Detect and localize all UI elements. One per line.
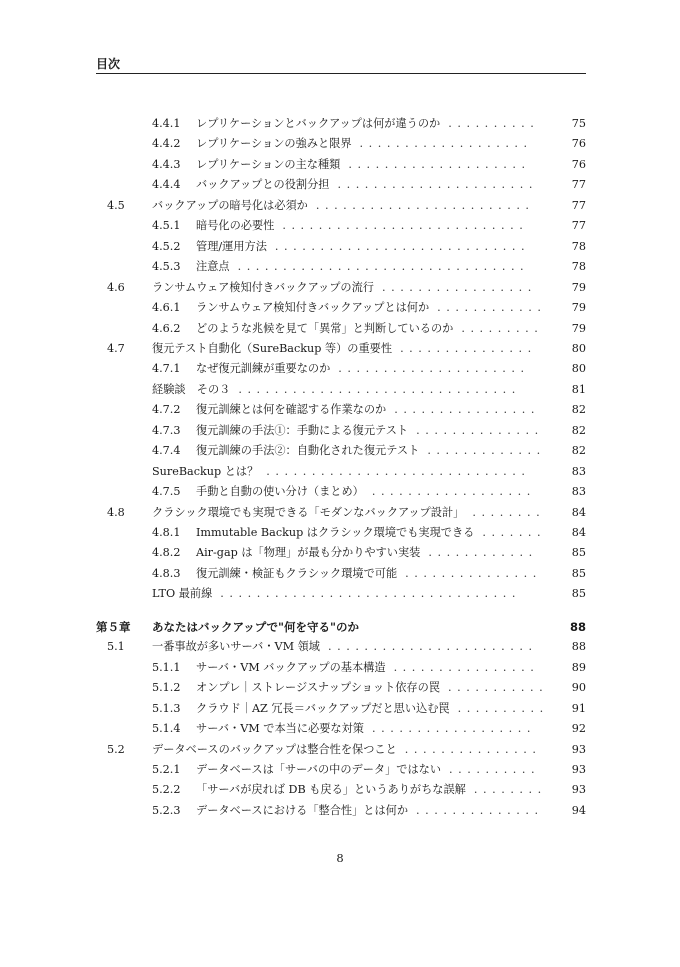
toc-entry-number: 5.2.1 <box>152 763 181 776</box>
toc-entry-number: 5.2.3 <box>152 803 181 817</box>
toc-entry-number: 5.2.2 <box>152 783 181 797</box>
toc-entry-title: 暗号化の必要性 <box>196 219 275 233</box>
dot-leader: . . . . . . . . . . . . . . . . . . <box>371 722 531 736</box>
toc-entry[interactable] <box>0 780 586 800</box>
toc-entry[interactable] <box>0 584 586 604</box>
toc-entry-number: 4.7.1 <box>152 362 181 376</box>
toc-entry[interactable] <box>0 740 586 760</box>
toc-entry[interactable] <box>0 699 586 719</box>
toc-entry-title: レプリケーションの主な種類 <box>196 157 341 171</box>
dot-leader: . . . . . . . . . . . . . <box>427 444 541 458</box>
toc-entry-page: 77 <box>571 178 586 192</box>
toc-entry[interactable] <box>0 257 586 277</box>
toc-entry-number: 4.5.1 <box>152 219 181 233</box>
toc-entry-page: 78 <box>571 239 586 253</box>
toc-entry-number: 4.5 <box>107 198 125 212</box>
toc-entry-title: 復元訓練・検証もクラシック環境で可能 <box>196 566 398 580</box>
toc-entry-title: レプリケーションとバックアップは何が違うのか <box>196 117 441 130</box>
toc-entry-page: 77 <box>571 219 586 233</box>
dot-leader: . . . . . . . . . . . . <box>428 546 533 560</box>
toc-entry[interactable] <box>0 543 586 563</box>
toc-entry-title: SureBackup とは？ <box>152 464 259 478</box>
toc-entry[interactable] <box>0 175 586 195</box>
dot-leader: . . . . . . . . . . . . . . <box>416 423 539 437</box>
dot-leader: . . . . . . . . . . <box>449 763 535 776</box>
toc-entry-title: Air-gap は「物理」が最も分かりやすい実装 <box>196 546 421 560</box>
dot-leader: . . . . . . . . . . . . . . . <box>405 566 537 580</box>
toc-entry-title: Immutable Backup はクラシック環境でも実現できる <box>196 526 475 539</box>
toc-entry-title: クラウド｜AZ 冗長＝バックアップだと思い込む罠 <box>196 701 450 715</box>
toc-entry-title: ランサムウェア検知付きバックアップとは何か <box>196 301 430 314</box>
toc-entry-page: 79 <box>571 280 586 294</box>
toc-entry[interactable] <box>0 359 586 379</box>
toc-entry-title: データベースは「サーバの中のデータ」ではない <box>196 763 442 776</box>
toc-entry-title: 経験談 その３ <box>152 382 231 396</box>
toc-entry-number: 4.5.3 <box>152 260 181 274</box>
toc-entry-page: 79 <box>571 321 586 335</box>
toc-entry-page: 85 <box>571 587 586 601</box>
toc-entry-page: 89 <box>571 660 586 674</box>
toc-entry-title: 注意点 <box>196 260 230 274</box>
dot-leader: . . . . . . . . . . . . . . . . . <box>381 280 532 294</box>
toc-entry-page: 75 <box>571 117 586 130</box>
toc-entry-page: 84 <box>571 505 586 519</box>
dot-leader: . . . . . . . . . . <box>457 701 544 715</box>
dot-leader: . . . . . . . . . . . . . . . . . . . . <box>348 157 526 171</box>
dot-leader: . . . . . . . . . . . . . . . . . . . . . . . <box>327 640 533 654</box>
dot-leader: . . . . . . . . . . . . . . . . . . . . . <box>338 362 525 376</box>
toc-entry[interactable] <box>0 658 586 678</box>
toc-entry[interactable] <box>0 380 586 400</box>
toc-entry[interactable] <box>0 801 586 821</box>
toc-entry[interactable] <box>0 114 586 134</box>
dot-leader: . . . . . . . . . . . . . . . . <box>393 660 534 674</box>
toc-entry-number: 4.7.4 <box>152 444 181 458</box>
toc-entry[interactable] <box>0 155 586 175</box>
dot-leader: . . . . . . . . . . . . . . . . . . . . . . . . . . . <box>282 219 523 233</box>
header-title: 目次 <box>96 57 121 71</box>
toc-entry-number: 5.1 <box>107 640 125 654</box>
dot-leader: . . . . . . . . . . . <box>448 681 543 695</box>
toc-entry[interactable] <box>0 441 586 461</box>
toc-entry-page: 94 <box>571 803 586 817</box>
toc-entry-page: 84 <box>571 526 586 539</box>
toc-entry-page: 93 <box>571 742 586 756</box>
toc-entry[interactable] <box>0 637 586 657</box>
dot-leader: . . . . . . . . . . . . . . <box>416 803 539 817</box>
toc-entry-page: 80 <box>571 341 586 355</box>
toc-entry[interactable] <box>0 719 586 739</box>
toc-entry[interactable] <box>0 134 586 154</box>
toc-entry[interactable] <box>0 298 586 318</box>
toc-entry-title: ランサムウェア検知付きバックアップの流行 <box>152 280 374 294</box>
toc-entry[interactable] <box>0 617 586 637</box>
toc-entry-page: 76 <box>571 157 586 171</box>
dot-leader: . . . . . . . . . <box>461 321 538 335</box>
toc-entry[interactable] <box>0 421 586 441</box>
toc-entry[interactable] <box>0 400 586 420</box>
toc-entry-number: 4.7 <box>107 341 125 355</box>
dot-leader: . . . . . . . . . . . . . . . <box>404 742 536 756</box>
dot-leader: . . . . . . . <box>482 526 541 539</box>
dot-leader: . . . . . . . . <box>473 783 542 797</box>
toc-entry-page: 77 <box>571 198 586 212</box>
toc-entry[interactable] <box>0 278 586 298</box>
toc-entry[interactable] <box>0 564 586 584</box>
toc-entry-page: 79 <box>571 301 586 314</box>
toc-entry-title: なぜ復元訓練が重要なのか <box>196 362 331 376</box>
dot-leader: . . . . . . . . <box>472 505 540 519</box>
toc-entry-title: 一番事故が多いサーバ・VM 領域 <box>152 640 320 654</box>
toc-entry-title: LTO 最前線 <box>152 587 213 601</box>
toc-entry-title: オンプレ｜ストレージスナップショット依存の罠 <box>196 681 440 695</box>
toc-entry-title: 復元訓練の手法②：自動化された復元テスト <box>196 444 420 458</box>
toc-entry-title: あなたはバックアップで"何を守る"のか <box>152 619 360 634</box>
toc-entry-number: 5.1.3 <box>152 701 181 715</box>
dot-leader: . . . . . . . . . . . . . . . . . . . <box>359 137 528 151</box>
toc-entry-title: データベースにおける「整合性」とは何か <box>196 803 409 817</box>
dot-leader: . . . . . . . . . . . . <box>437 301 541 314</box>
toc-entry-page: 93 <box>571 763 586 776</box>
toc-entry-page: 92 <box>571 722 586 736</box>
toc-entry-number: 4.4.1 <box>152 117 181 130</box>
toc-entry-page: 91 <box>571 701 586 715</box>
toc-entry-page: 88 <box>569 619 586 634</box>
toc-entry-title: クラシック環境でも実現できる「モダンなバックアップ設計」 <box>152 505 465 519</box>
toc-entry[interactable] <box>0 523 586 543</box>
toc-entry-page: 85 <box>571 546 586 560</box>
toc-entry-title: サーバ・VM で本当に必要な対策 <box>196 722 364 736</box>
toc-entry-number: 4.7.5 <box>152 485 181 499</box>
toc-entry-title: 手動と自動の使い分け（まとめ） <box>196 485 364 499</box>
toc-entry-number: 第５章 <box>96 619 131 634</box>
toc-entry-number: 4.6 <box>107 280 125 294</box>
toc-entry-number: 4.4.4 <box>152 178 181 192</box>
toc-entry-page: 83 <box>571 464 586 478</box>
toc-entry-number: 4.6.1 <box>152 301 181 314</box>
toc-entry-number: 4.8.2 <box>152 546 181 560</box>
toc-entry-page: 78 <box>571 260 586 274</box>
toc-entry-number: 4.4.2 <box>152 137 181 151</box>
dot-leader: . . . . . . . . . . <box>448 117 534 130</box>
toc-entry[interactable] <box>0 237 586 257</box>
dot-leader: . . . . . . . . . . . . . . . <box>400 341 532 355</box>
toc-entry-number: 5.1.4 <box>152 722 181 736</box>
toc-entry-title: 「サーバが戻れば DB も戻る」というありがちな誤解 <box>196 783 466 797</box>
toc-entry[interactable] <box>0 760 586 780</box>
toc-entry-title: バックアップの暗号化は必須か <box>152 198 308 212</box>
toc-entry-number: 4.8 <box>107 505 125 519</box>
dot-leader: . . . . . . . . . . . . . . . . . . . . . . . . <box>315 198 529 212</box>
toc-entry-page: 80 <box>571 362 586 376</box>
toc-entry[interactable] <box>0 503 586 523</box>
dot-leader: . . . . . . . . . . . . . . . . <box>394 403 535 417</box>
dot-leader: . . . . . . . . . . . . . . . . . . . . . . . . . . . . . . . . <box>237 260 524 274</box>
toc-entry[interactable] <box>0 339 586 359</box>
toc-entry-number: 4.7.2 <box>152 403 181 417</box>
toc-entry-number: 5.1.2 <box>152 681 181 695</box>
toc-entry-number: 5.1.1 <box>152 660 181 674</box>
toc-entry[interactable] <box>0 216 586 236</box>
toc-entry-number: 5.2 <box>107 742 125 756</box>
toc-entry[interactable] <box>0 482 586 502</box>
dot-leader: . . . . . . . . . . . . . . . . . . . . . . . . . . . . . . . <box>238 382 516 396</box>
toc-entry-page: 93 <box>571 783 586 797</box>
toc-entry-number: 4.8.3 <box>152 566 181 580</box>
toc-entry[interactable] <box>0 319 586 339</box>
toc-entry-page: 85 <box>571 566 586 580</box>
toc-entry-title: レプリケーションの強みと限界 <box>196 137 352 151</box>
toc-entry-title: 復元訓練とは何を確認する作業なのか <box>196 403 387 417</box>
toc-entry-title: データベースのバックアップは整合性を保つこと <box>152 742 397 756</box>
toc-entry-title: 復元テスト自動化（SureBackup 等）の重要性 <box>152 341 393 355</box>
toc-entry-page: 82 <box>571 403 586 417</box>
toc-entry-page: 81 <box>571 382 586 396</box>
toc-entry-number: 4.6.2 <box>152 321 181 335</box>
toc-entry-title: サーバ・VM バックアップの基本構造 <box>196 660 386 674</box>
dot-leader: . . . . . . . . . . . . . . . . . . . . . . . . . . . . . . . . . <box>220 587 516 601</box>
toc-entry-number: 4.8.1 <box>152 526 181 539</box>
page-number: 8 <box>336 851 344 865</box>
toc-entry-page: 83 <box>571 485 586 499</box>
toc-entry-page: 88 <box>571 640 586 654</box>
toc-entry[interactable] <box>0 678 586 698</box>
toc-entry-page: 76 <box>571 137 586 151</box>
toc-entry[interactable] <box>0 196 586 216</box>
toc-entry-title: 管理/運用方法 <box>196 239 267 253</box>
toc-entry-title: バックアップとの役割分担 <box>196 178 330 192</box>
toc-entry-number: 4.7.3 <box>152 423 181 437</box>
dot-leader: . . . . . . . . . . . . . . . . . . . . . . <box>337 178 533 192</box>
dot-leader: . . . . . . . . . . . . . . . . . . . . . . . . . . . . <box>274 239 525 253</box>
toc-entry-page: 90 <box>571 681 586 695</box>
toc-entry-page: 82 <box>571 423 586 437</box>
toc-entry-page: 82 <box>571 444 586 458</box>
dot-leader: . . . . . . . . . . . . . . . . . . <box>371 485 531 499</box>
running-header <box>96 57 586 74</box>
toc-entry-number: 4.5.2 <box>152 239 181 253</box>
toc-entry-title: どのような兆候を見て「異常」と判断しているのか <box>196 321 454 335</box>
toc-entry[interactable] <box>0 462 586 482</box>
toc-entry-number: 4.4.3 <box>152 157 181 171</box>
toc-entry-title: 復元訓練の手法①：手動による復元テスト <box>196 423 409 437</box>
dot-leader: . . . . . . . . . . . . . . . . . . . . . . . . . . . . . <box>266 464 525 478</box>
